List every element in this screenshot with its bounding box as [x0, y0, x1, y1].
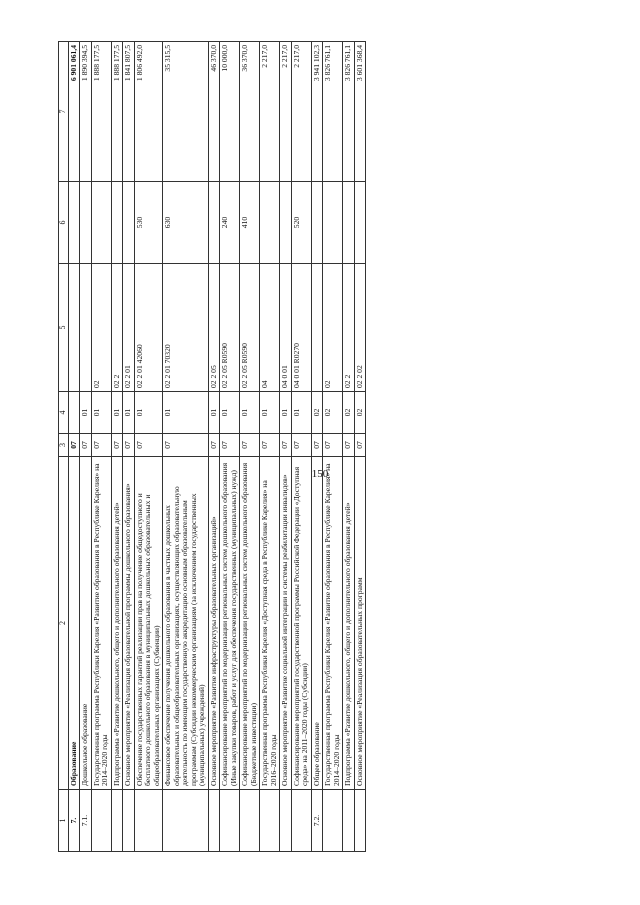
subsection-code: 02: [343, 392, 355, 434]
expense-type-code: [68, 182, 80, 264]
expense-type-code: [323, 182, 343, 264]
row-name: Образование: [68, 457, 80, 790]
expense-type-code: 630: [163, 182, 209, 264]
rotated-page-content: [58, 42, 618, 852]
section-code: 07: [111, 434, 123, 457]
row-number: [208, 790, 220, 852]
subsection-code: 01: [260, 392, 280, 434]
row-number: [123, 790, 135, 852]
expense-type-code: [208, 182, 220, 264]
row-number: [220, 790, 240, 852]
expense-type-code: [111, 182, 123, 264]
amount: 36 370,0: [240, 42, 260, 182]
table-row: [163, 42, 209, 852]
expense-type-code: 410: [240, 182, 260, 264]
table-row: [291, 42, 311, 852]
row-name: Софинансирование мероприятий государственной программы Российской Федерации «Доступная среда» на 2011–2020 годы (Субсидии): [291, 457, 311, 790]
row-name: Государственная программа Республики Карелия «Доступная среда в Республике Карелия» на 2016–2020 годы: [260, 457, 280, 790]
amount: 2 217,0: [291, 42, 311, 182]
section-code: 07: [134, 434, 163, 457]
target-article-code: 02 2: [343, 264, 355, 392]
header-col-3: 3: [59, 434, 69, 457]
section-code: 07: [80, 434, 92, 457]
row-name: Основное мероприятие «Реализация образовательной программы дошкольного образования»: [123, 457, 135, 790]
section-code: 07: [91, 434, 111, 457]
row-name: Основное мероприятие «Развитие инфраструктуры образовательных организаций»: [208, 457, 220, 790]
row-number: [91, 790, 111, 852]
section-code: 07: [311, 434, 323, 457]
expense-type-code: [311, 182, 323, 264]
section-code: 07: [354, 434, 366, 457]
subsection-code: 01: [163, 392, 209, 434]
row-name: Основное мероприятие «Реализация образовательных программ: [354, 457, 366, 790]
subsection-code: 01: [91, 392, 111, 434]
table-row: [80, 42, 92, 852]
row-number: [260, 790, 280, 852]
section-code: 07: [343, 434, 355, 457]
table-row: [280, 42, 292, 852]
row-number: [134, 790, 163, 852]
amount: 3 826 761,1: [343, 42, 355, 182]
row-name: Обеспечение государственных гарантий реализации прав на получение общедоступного и бесплатного дошкольного образования в муниципальных дошкольных образовательных и общеобразовательных организациях (Субвенции): [134, 457, 163, 790]
target-article-code: 04: [260, 264, 280, 392]
row-name: Общее образование: [311, 457, 323, 790]
table-row: [354, 42, 366, 852]
header-col-5: 5: [59, 264, 69, 392]
amount: 1 841 807,5: [123, 42, 135, 182]
subsection-code: 01: [123, 392, 135, 434]
target-article-code: [80, 264, 92, 392]
row-name: Государственная программа Республики Карелия «Развитие образования в Республике Карелия» на 2014–2020 годы: [91, 457, 111, 790]
amount: 2 217,0: [280, 42, 292, 182]
target-article-code: 02 2 01 42060: [134, 264, 163, 392]
row-name: Софинансирование мероприятий по модернизации региональных систем дошкольного образования (Бюджетные инвестиции): [240, 457, 260, 790]
table-row: [343, 42, 355, 852]
subsection-code: [68, 392, 80, 434]
row-name: Государственная программа Республики Карелия «Развитие образования в Республике Карелия» на 2014–2020 годы: [323, 457, 343, 790]
subsection-code: 01: [111, 392, 123, 434]
target-article-code: [311, 264, 323, 392]
subsection-code: 01: [134, 392, 163, 434]
header-col-6: 6: [59, 182, 69, 264]
expense-type-code: [91, 182, 111, 264]
amount: 1 806 492,0: [134, 42, 163, 182]
subsection-code: 02: [323, 392, 343, 434]
table-body: [68, 42, 366, 852]
amount: 3 941 102,3: [311, 42, 323, 182]
section-code: 07: [260, 434, 280, 457]
expense-type-code: [343, 182, 355, 264]
row-number: 7.1.: [80, 790, 92, 852]
amount: 1 888 177,5: [91, 42, 111, 182]
target-article-code: 02: [91, 264, 111, 392]
table-row: [91, 42, 111, 852]
table-row: [134, 42, 163, 852]
subsection-code: 02: [311, 392, 323, 434]
row-name: Дошкольное образование: [80, 457, 92, 790]
section-code: 07: [280, 434, 292, 457]
row-name: Основное мероприятие «Развитие социальной интеграции и системы реабилитации инвалидов»: [280, 457, 292, 790]
target-article-code: 02 2 01: [123, 264, 135, 392]
table-row: [260, 42, 280, 852]
subsection-code: 01: [80, 392, 92, 434]
budget-table: [58, 41, 366, 852]
row-number: [111, 790, 123, 852]
row-number: [354, 790, 366, 852]
row-name: Финансовое обеспечение получения дошкольного образования в частных дошкольных образовательных и общеобразовательных организациях, осуществляющих образовательную деятельность по имеющим государственную аккредитацию основным образовательным программам (Субсидии некоммерческим организациям (за исключением государственных (муниципальных) учреждений): [163, 457, 209, 790]
section-code: 07: [323, 434, 343, 457]
subsection-code: 01: [280, 392, 292, 434]
expense-type-code: [280, 182, 292, 264]
subsection-code: 01: [291, 392, 311, 434]
row-number: 7.: [68, 790, 80, 852]
subsection-code: 01: [220, 392, 240, 434]
row-number: [163, 790, 209, 852]
amount: 35 315,5: [163, 42, 209, 182]
section-code: 07: [291, 434, 311, 457]
table-row: [311, 42, 323, 852]
expense-type-code: 240: [220, 182, 240, 264]
expense-type-code: [80, 182, 92, 264]
amount: 1 888 177,5: [111, 42, 123, 182]
row-number: [291, 790, 311, 852]
section-code: 07: [220, 434, 240, 457]
amount: 2 217,0: [260, 42, 280, 182]
target-article-code: 02 2 01 70320: [163, 264, 209, 392]
section-code: 07: [123, 434, 135, 457]
target-article-code: 04 0 01: [280, 264, 292, 392]
header-col-1: 1: [59, 790, 69, 852]
expense-type-code: [354, 182, 366, 264]
section-code: 07: [68, 434, 80, 457]
section-code: 07: [208, 434, 220, 457]
section-code: 07: [240, 434, 260, 457]
target-article-code: 02 2 05 R0590: [240, 264, 260, 392]
amount: 46 370,0: [208, 42, 220, 182]
table-row: [111, 42, 123, 852]
row-name: Подпрограмма «Развитие дошкольного, общего и дополнительного образования детей»: [111, 457, 123, 790]
table-row: [220, 42, 240, 852]
header-col-7: 7: [59, 42, 69, 182]
table-row: [240, 42, 260, 852]
amount: 10 000,0: [220, 42, 240, 182]
header-col-4: 4: [59, 392, 69, 434]
amount: 1 890 394,5: [80, 42, 92, 182]
header-col-2: 2: [59, 457, 69, 790]
subsection-code: 01: [208, 392, 220, 434]
table-row: [68, 42, 80, 852]
target-article-code: 02: [323, 264, 343, 392]
row-number: [323, 790, 343, 852]
target-article-code: [68, 264, 80, 392]
row-name: Подпрограмма «Развитие дошкольного, общего и дополнительного образования детей»: [343, 457, 355, 790]
table-header-row: [59, 42, 69, 852]
amount: 6 901 061,4: [68, 42, 80, 182]
page-number: 150: [311, 468, 329, 480]
section-code: 07: [163, 434, 209, 457]
row-name: Софинансирование мероприятий по модернизации региональных систем дошкольного образования (Иные закупки товаров, работ и услуг для обеспечения государственных (муниципальных) нужд): [220, 457, 240, 790]
row-number: [280, 790, 292, 852]
row-number: 7.2.: [311, 790, 323, 852]
amount: 3 826 761,1: [323, 42, 343, 182]
expense-type-code: [123, 182, 135, 264]
row-number: [240, 790, 260, 852]
expense-type-code: 530: [134, 182, 163, 264]
subsection-code: 01: [240, 392, 260, 434]
amount: 3 601 368,4: [354, 42, 366, 182]
subsection-code: 02: [354, 392, 366, 434]
target-article-code: 04 0 01 R0270: [291, 264, 311, 392]
table-row: [323, 42, 343, 852]
target-article-code: 02 2 02: [354, 264, 366, 392]
target-article-code: 02 2 05: [208, 264, 220, 392]
table-row: [208, 42, 220, 852]
expense-type-code: 520: [291, 182, 311, 264]
table-row: [123, 42, 135, 852]
expense-type-code: [260, 182, 280, 264]
target-article-code: 02 2: [111, 264, 123, 392]
target-article-code: 02 2 05 R0590: [220, 264, 240, 392]
row-number: [343, 790, 355, 852]
